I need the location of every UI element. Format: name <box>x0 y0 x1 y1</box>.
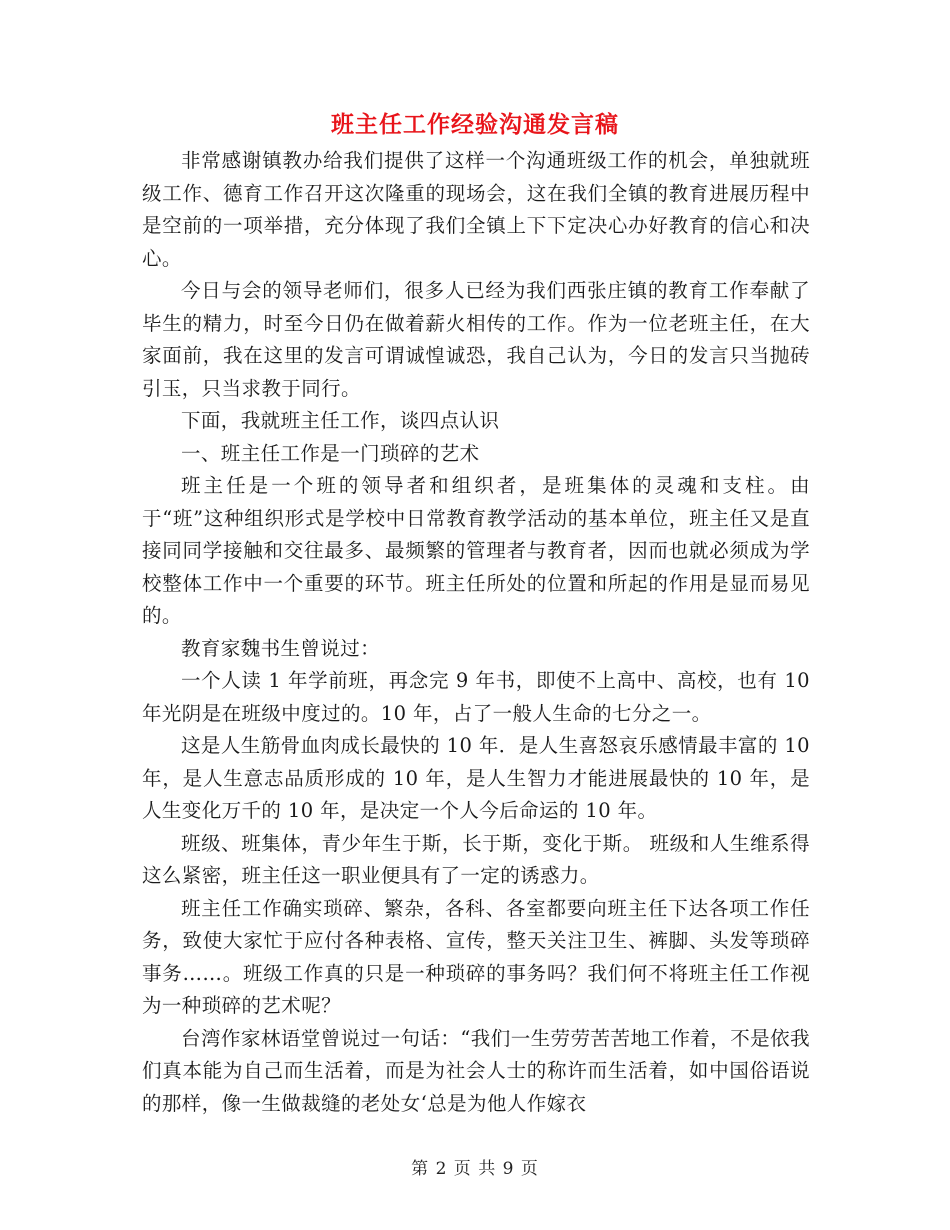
document-body <box>142 145 810 1120</box>
paragraph: 一个人读 1 年学前班，再念完 9 年书，即使不上高中、高校，也有 10 年光阴是在班级中度过的。10 年，占了一般人生命的七分之一。 <box>142 669 810 725</box>
page-number-footer: 第 2 页 共 9 页 <box>411 1159 539 1179</box>
paragraph: 下面，我就班主任工作，谈四点认识 <box>181 409 500 432</box>
section-heading: 一、班主任工作是一门琐碎的艺术 <box>181 441 480 465</box>
paragraph: 班主任是一个班的领导者和组织者，是班集体的灵魂和支柱。由于“班”这种组织形式是学校中日常教育教学活动的基本单位，班主任又是直接同同学接触和交往最多、最频繁的管理者与教育者，因而也就必须成为学校整体工作中一个重要的环节。班主任所处的位置和所起的作用是显而易见的。 <box>142 474 810 627</box>
paragraph: 今日与会的领导老师们，很多人已经为我们西张庄镇的教育工作奉献了毕生的精力，时至今日仍在做着薪火相传的工作。作为一位老班主任，在大家面前，我在这里的发言可谓诚惶诚恐，我自己认为，今日的发言只当抛砖引玉，只当求教于同行。 <box>142 279 810 400</box>
paragraph: 非常感谢镇教办给我们提供了这样一个沟通班级工作的机会，单独就班级工作、德育工作召开这次隆重的现场会，这在我们全镇的教育进展历程中是空前的一项举措，充分体现了我们全镇上下下定决心办好教育的信心和决心。 <box>142 149 810 270</box>
paragraph: 班主任工作确实琐碎、繁杂，各科、各室都要向班主任下达各项工作任务，致使大家忙于应付各种表格、宣传，整天关注卫生、裤脚、头发等琐碎事务……。班级工作真的只是一种琐碎的事务吗？我们何不将班主任工作视为一种琐碎的艺术呢？ <box>142 896 810 1017</box>
paragraph: 这是人生筋骨血肉成长最快的 10 年．是人生喜怒哀乐感情最丰富的 10 年，是人生意志品质形成的 10 年，是人生智力才能进展最快的 10 年，是人生变化万千的 10 年，是决定一个人今后命运的 10 年。 <box>142 734 810 822</box>
document-title: 班主任工作经验沟通发言稿 <box>331 111 619 138</box>
paragraph: 台湾作家林语堂曾说过一句话：“我们一生劳劳苦苦地工作着，不是依我们真本能为自己而生活着，而是为社会人士的称许而生活着，如中国俗语说的那样，像一生做裁缝的老处女‘总是为他人作嫁衣 <box>142 1026 810 1115</box>
paragraph: 班级、班集体，青少年生于斯，长于斯，变化于斯。 班级和人生维系得这么紧密，班主任这一职业便具有了一定的诱惑力。 <box>142 831 810 887</box>
paragraph: 教育家魏书生曾说过： <box>181 636 381 660</box>
